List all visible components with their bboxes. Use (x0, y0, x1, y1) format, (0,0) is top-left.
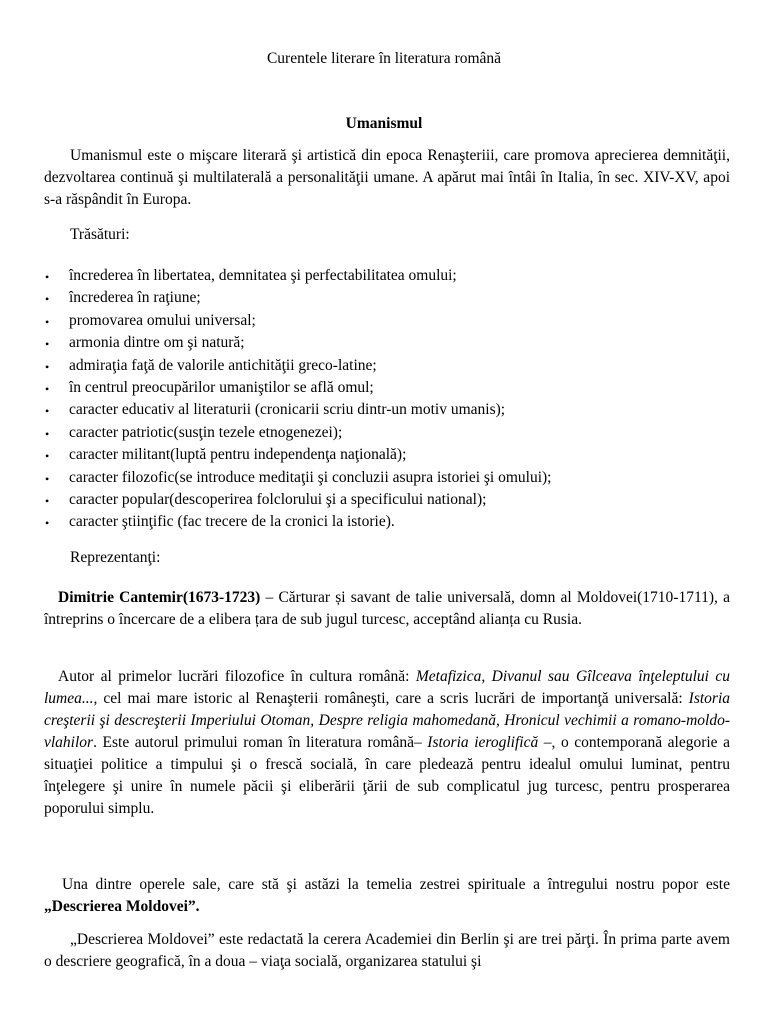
list-item: • caracter educativ al literaturii (cronicarii scriu dintr-un motiv umanis); (44, 399, 551, 421)
author-text-1: Autor al primelor lucrări filozofice în cultura română: (58, 668, 416, 685)
cantemir-paragraph (44, 587, 730, 631)
author-text-4: –, o contemporană alegorie a situaţiei politice a timpului şi o frescă socială, în care pledează pentru idealul omului luminat, pentru înţelegere şi unire în numele păcii şi eliberării ţării de sub complicatul jug turcesc, pentru prosperarea poporului simplu. (44, 734, 730, 817)
representatives-label: Reprezentanţi: (70, 549, 161, 566)
last-paragraph: „Descrierea Moldovei” este redactată la cerera Academiei din Berlin şi are trei părţi. În prima parte avem o descriere geografică, în a doua – viaţa socială, organizarea statului şi (44, 931, 730, 970)
cantemir-name: Dimitrie Cantemir(1673-1723) (58, 589, 261, 606)
work-paragraph (44, 874, 730, 918)
author-paragraph (44, 666, 730, 820)
list-item: • încrederea în raţiune; (44, 287, 551, 309)
section-title: Umanismul (345, 115, 423, 132)
list-item: • caracter patriotic(susţin tezele etnogenezei); (44, 422, 551, 444)
list-item: • caracter filozofic(se introduce meditaţii şi concluzii asupra istoriei şi omului); (44, 467, 551, 489)
list-item: • caracter popular(descoperirea folclorului şi a specificului national); (44, 489, 551, 511)
cantemir-text: – Cărturar și savant de talie universală, domn al Moldovei(1710-1711), a întreprins o încercare de a elibera țara de sub jugul turcesc, acceptând alianța cu Rusia. (44, 589, 730, 628)
work-title-philosophy: Metafizica, Divanul sau Gîlceava înţeleptului cu lumea... (44, 668, 730, 707)
list-item: • caracter militant(luptă pentru independenţa naţională); (44, 444, 551, 466)
work-title-history: Istoria creşterii şi descreşterii Imperiului Otoman, Despre religia mahomedană, Hronicul vechimii a romano-moldo-vlahilor (44, 690, 730, 751)
work-title-descrierea: „Descrierea Moldovei”. (44, 898, 200, 915)
document-title: Curentele literare în literatura română (266, 50, 502, 67)
features-list (44, 265, 551, 534)
author-text-2: , cel mai mare istoric al Renaşterii româneşti, care a scris lucrări de importanţă universală: (93, 690, 689, 707)
list-item: • armonia dintre om şi natură; (44, 332, 551, 354)
author-text-3: . Este autorul primului roman în literatura română– (93, 734, 428, 751)
features-label: Trăsături: (70, 226, 130, 243)
list-item: • în centrul preocupărilor umaniştilor se află omul; (44, 377, 551, 399)
list-item: • încrederea în libertatea, demnitatea şi perfectabilitatea omului; (44, 265, 551, 287)
list-item: • caracter ştiinţific (fac trecere de la cronici la istorie). (44, 511, 551, 533)
list-item: • promovarea omului universal; (44, 310, 551, 332)
list-item: • admiraţia faţă de valorile antichităţii greco-latine; (44, 355, 551, 377)
work-title-novel: Istoria ieroglifică (427, 734, 539, 751)
intro-paragraph: Umanismul este o mişcare literară şi artistică din epoca Renaşteriii, care promova aprecierea demnităţii, dezvoltarea continuă şi multilaterală a personalităţii umane. A apărut mai întâi în Italia, în sec. XIV-XV, apoi s-a răspândit în Europa. (44, 147, 730, 208)
work-text: Una dintre operele sale, care stă şi astăzi la temelia zestrei spirituale a întregului nostru popor este (62, 876, 730, 893)
